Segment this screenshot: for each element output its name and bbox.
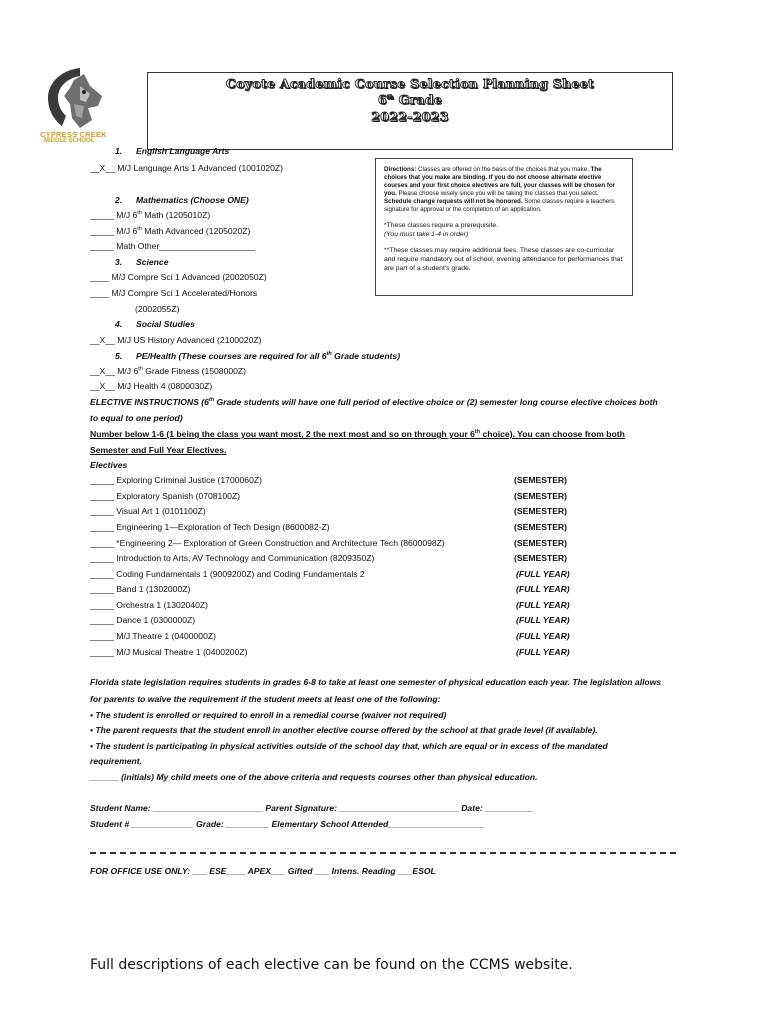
elective-name: _____ M/J Musical Theatre 1 (0400200Z) xyxy=(90,647,248,657)
elective-name: _____ M/J Theatre 1 (0400000Z) xyxy=(90,631,216,641)
science-course-1: ____ M/J Compre Sci 1 Advanced (2002050Z) xyxy=(90,272,267,282)
school-logo xyxy=(40,66,120,146)
math-course-1-pre: _____ M/J 6 xyxy=(90,210,138,220)
pe-number: 5. xyxy=(115,351,123,361)
office-use-line: FOR OFFICE USE ONLY: ___ ESE____ APEX___ Gifted ___ Intens. Reading ___ESOL xyxy=(90,866,436,876)
elective-instructions-line2: to equal to one period) xyxy=(90,413,183,423)
elective-term: (SEMESTER) xyxy=(514,538,567,548)
fees-note: **These classes may require additional fees. These classes are co-curricular and require mandatory out of school, evening attendance for performances that are part of a student's grade. xyxy=(384,247,623,272)
electives-heading: Electives xyxy=(90,460,128,470)
logo-line2: MIDDLE SCHOOL xyxy=(44,138,95,144)
math-course-1-sup: th xyxy=(137,210,142,217)
directions-text-2: Please choose wisely since you will be taking the classes that you select. xyxy=(396,190,599,197)
elective-term: (FULL YEAR) xyxy=(516,569,570,579)
elective-instructions-sup: th xyxy=(208,397,215,404)
elective-instructions-post: Grade students will have one full period of elective choice or (2) semester long course elective choices both xyxy=(214,397,658,407)
page-title: Coyote Academic Course Selection Planning Sheet xyxy=(225,76,595,91)
directions-box xyxy=(375,158,633,296)
ela-course: __X__ M/J Language Arts 1 Advanced (1001020Z) xyxy=(90,163,284,173)
elective-term: (SEMESTER) xyxy=(514,553,567,563)
elective-name: _____ *Engineering 2— Exploration of Green Construction and Architecture Tech (8600098Z) xyxy=(90,538,445,548)
ranking-instructions-line1 xyxy=(90,429,625,440)
ranking-instructions-line2: Semester and Full Year Electives. xyxy=(90,445,227,455)
elective-instructions-line1 xyxy=(90,397,658,408)
elective-instructions-pre: ELECTIVE INSTRUCTIONS (6 xyxy=(90,397,209,407)
social-studies-course: __X__ M/J US History Advanced (2100020Z) xyxy=(90,335,262,345)
legislation-line2: for parents to waive the requirement if the student meets at least one of the following: xyxy=(90,694,441,704)
pe-title xyxy=(136,351,400,362)
pe-title-sup: th xyxy=(326,351,332,358)
prerequisite-line1: *These classes require a prerequisite. xyxy=(384,222,499,229)
directions-binding-note: The choices that you make are binding. If you do not choose alternate elective courses and your first choice electives are full, your classes will be chosen for you. xyxy=(384,166,616,197)
math-course-2 xyxy=(90,226,250,237)
elective-name: _____ Exploring Criminal Justice (1700060Z) xyxy=(90,475,262,485)
ranking-instructions-post: choice). You can choose from both xyxy=(480,429,625,439)
grade-label: Grade xyxy=(393,92,443,107)
ranking-instructions-sup: th xyxy=(474,429,481,436)
pe-course-1-post: Grade Fitness (1508000Z) xyxy=(142,366,247,376)
elective-name: _____ Coding Fundamentals 1 (9009200Z) and Coding Fundamentals 2 xyxy=(90,569,365,579)
elective-name: _____ Introduction to Arts, AV Technology and Communication (8209350Z) xyxy=(90,553,375,563)
directions-no-change-note: Schedule change requests will not be honored. xyxy=(384,198,523,205)
legislation-bullet-2: • The parent requests that the student enroll in another elective course offered by the school at that grade level (if available). xyxy=(90,725,598,735)
signature-line-1: Student Name: _______________________ Parent Signature: _________________________ Date: __________ xyxy=(90,803,533,813)
footer-note: Full descriptions of each elective can be found on the CCMS website. xyxy=(90,957,573,973)
grade-number: 6 xyxy=(377,92,387,107)
science-title: Science xyxy=(136,257,169,267)
elective-term: (FULL YEAR) xyxy=(516,600,570,610)
grade-title xyxy=(148,92,672,107)
coyote-logo-icon xyxy=(40,66,120,132)
science-course-2-code: (2002055Z) xyxy=(135,304,180,314)
directions-label: Directions: xyxy=(384,166,417,173)
directions-text-3: Some classes require a teachers signature for approval or the completion of an application. xyxy=(384,198,615,213)
grade-suffix: th xyxy=(386,94,394,101)
social-studies-title: Social Studies xyxy=(136,319,195,329)
math-course-3: _____ Math Other____________________ xyxy=(90,241,255,251)
elective-term: (SEMESTER) xyxy=(514,506,567,516)
elective-name: _____ Dance 1 (0300000Z) xyxy=(90,615,196,625)
elective-term: (FULL YEAR) xyxy=(516,647,570,657)
elective-term: (FULL YEAR) xyxy=(516,631,570,641)
legislation-bullet-3-cont: requirement. xyxy=(90,756,143,766)
elective-term: (SEMESTER) xyxy=(514,522,567,532)
math-course-2-pre: _____ M/J 6 xyxy=(90,226,138,236)
social-studies-number: 4. xyxy=(115,319,123,329)
prerequisite-line2: (You must take 1-4 in order) xyxy=(384,231,469,238)
legislation-bullet-1: • The student is enrolled or required to enroll in a remedial course (waiver not required) xyxy=(90,710,447,720)
math-course-1-post: Math (1205010Z) xyxy=(141,210,211,220)
school-year: 2022-2023 xyxy=(371,109,449,124)
title-box xyxy=(147,72,673,150)
elective-term: (SEMESTER) xyxy=(514,475,567,485)
signature-line-2: Student # _____________ Grade: _________ Elementary School Attended____________________ xyxy=(90,819,484,829)
science-course-2: ____ M/J Compre Sci 1 Accelerated/Honors xyxy=(90,288,258,298)
pe-course-1 xyxy=(90,366,246,377)
elective-term: (SEMESTER) xyxy=(514,491,567,501)
pe-waiver-initials: ______ (initials) My child meets one of the above criteria and requests courses other than physical education. xyxy=(90,772,538,782)
pe-title-post: Grade students) xyxy=(331,351,401,361)
elective-name: _____ Band 1 (1302000Z) xyxy=(90,584,191,594)
elective-term: (FULL YEAR) xyxy=(516,584,570,594)
science-number: 3. xyxy=(115,257,123,267)
elective-name: _____ Orchestra 1 (1302040Z) xyxy=(90,600,208,610)
ela-number: 1. xyxy=(115,146,123,156)
elective-name: _____ Exploratory Spanish (0708100Z) xyxy=(90,491,241,501)
ela-title: English Language Arts xyxy=(136,146,230,156)
pe-course-1-sup: th xyxy=(138,366,143,373)
math-title: Mathematics (Choose ONE) xyxy=(136,195,249,205)
office-separator xyxy=(90,852,676,854)
pe-course-1-pre: __X__ M/J 6 xyxy=(90,366,139,376)
pe-course-2: __X__ M/J Health 4 (0800030Z) xyxy=(90,381,213,391)
prerequisite-note xyxy=(384,221,624,239)
elective-term: (FULL YEAR) xyxy=(516,615,570,625)
elective-name: _____ Engineering 1—Exploration of Tech Design (8600082-Z) xyxy=(90,522,330,532)
ranking-instructions-pre: Number below 1-6 (1 being the class you want most, 2 the next most and so on through your 6 xyxy=(90,429,475,439)
logo-line1: CYPRESS CREEK xyxy=(40,130,107,139)
directions-paragraph xyxy=(384,166,624,214)
legislation-bullet-3: • The student is participating in physical activities outside of the school day that, which are equal or in excess of the mandated xyxy=(90,741,608,751)
math-course-2-sup: th xyxy=(137,226,142,233)
legislation-line1: Florida state legislation requires students in grades 6-8 to take at least one semester of physical education each year. The legislation allows xyxy=(90,677,662,687)
math-number: 2. xyxy=(115,195,123,205)
math-course-1 xyxy=(90,210,210,221)
directions-text-1: Classes are offered on the basis of the choices that you make. xyxy=(416,166,591,173)
elective-name: _____ Visual Art 1 (0101100Z) xyxy=(90,506,206,516)
math-course-2-post: Math Advanced (1205020Z) xyxy=(141,226,251,236)
pe-title-pre: PE/Health (These courses are required for all 6 xyxy=(136,351,327,361)
